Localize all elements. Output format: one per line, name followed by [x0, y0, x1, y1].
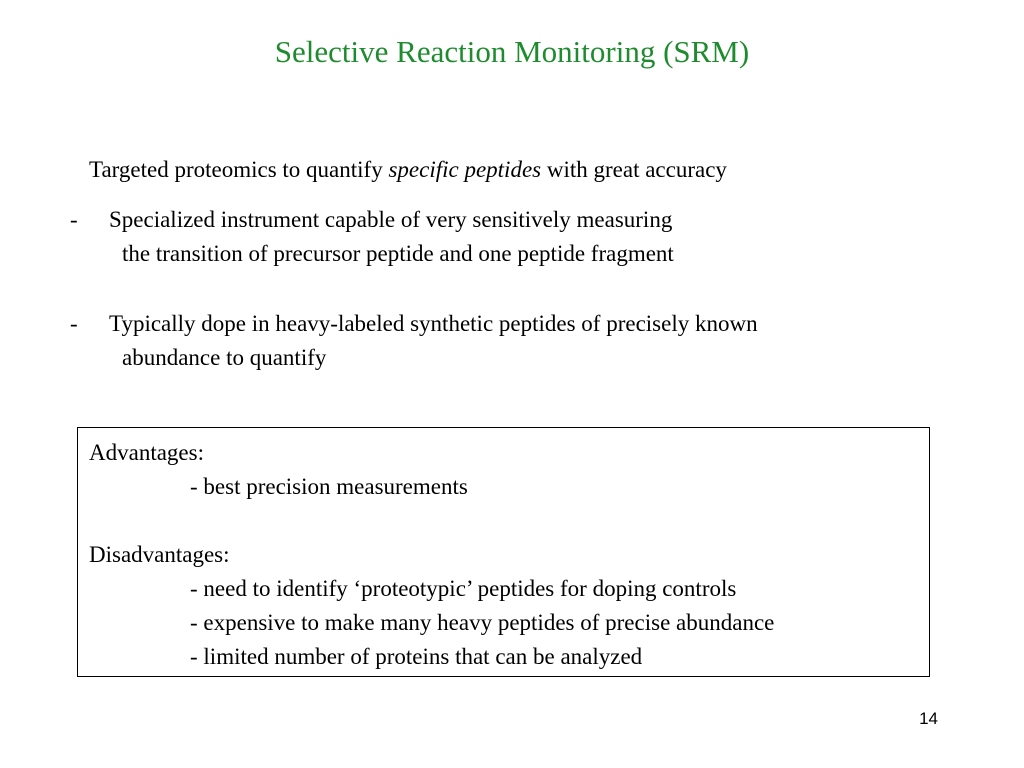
- bullet-line-continuation: abundance to quantify: [122, 345, 327, 370]
- disadvantages-heading: Disadvantages:: [89, 542, 230, 567]
- disadvantage-item: - need to identify ‘proteotypic’ peptides for doping controls: [190, 576, 737, 601]
- disadvantage-item: - limited number of proteins that can be analyzed: [190, 644, 643, 669]
- bullet-marker: -: [70, 311, 78, 336]
- intro-text-emphasis: specific peptides: [388, 157, 542, 182]
- bullet-line-continuation: the transition of precursor peptide and one peptide fragment: [122, 241, 674, 266]
- advantage-item: - best precision measurements: [190, 474, 468, 499]
- slide-title: Selective Reaction Monitoring (SRM): [274, 34, 750, 69]
- intro-text-before: Targeted proteomics to quantify: [89, 157, 389, 182]
- pros-cons-box: [77, 427, 930, 677]
- disadvantage-item: - expensive to make many heavy peptides of precise abundance: [190, 610, 775, 635]
- intro-text-after: with great accuracy: [541, 157, 727, 182]
- bullet-line: Specialized instrument capable of very sensitively measuring: [109, 207, 673, 232]
- intro-text: [89, 154, 727, 186]
- page-number: 14: [919, 709, 938, 728]
- advantages-heading: Advantages:: [89, 440, 204, 465]
- bullet-line: Typically dope in heavy-labeled synthetic peptides of precisely known: [109, 311, 758, 336]
- bullet-marker: -: [70, 207, 78, 232]
